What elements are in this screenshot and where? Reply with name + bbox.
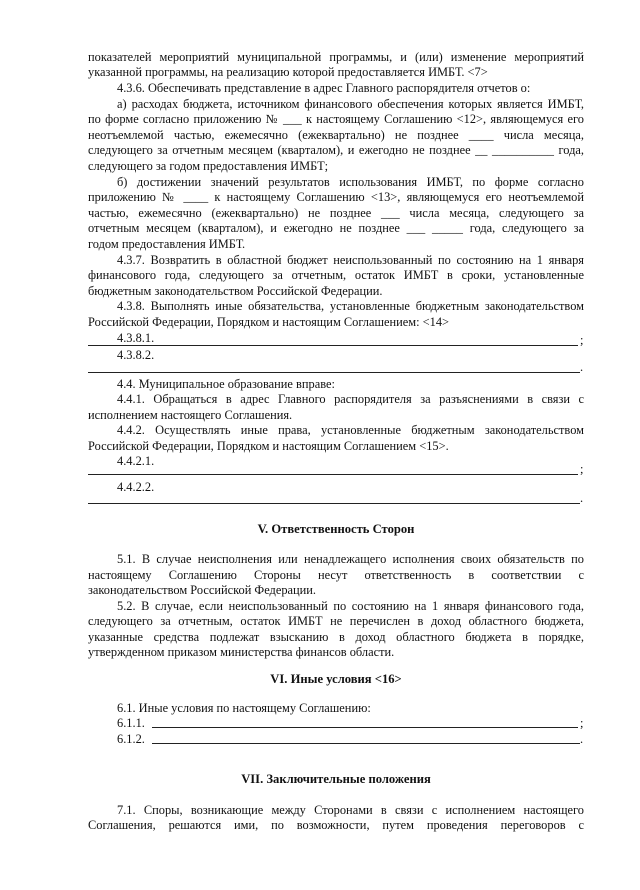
text-line: указанной программы, на реализацию которой предоставляется ИМБТ. <7> xyxy=(88,65,488,79)
blank-line xyxy=(88,372,580,373)
blank-line xyxy=(152,743,580,744)
clause-4-4-2-1: 4.4.2.1. xyxy=(117,454,155,468)
clause-6-1: 6.1. Иные условия по настоящему Соглашению: xyxy=(117,701,371,715)
clause-4-3-8: 4.3.8. Выполнять иные обязательства, установленные бюджетным законодательством xyxy=(117,299,584,313)
clause-4-3-7: 4.3.7. Возвратить в областной бюджет неиспользованный по состоянию на 1 января xyxy=(117,253,584,267)
clause-4-4: 4.4. Муниципальное образование вправе: xyxy=(117,377,335,391)
section-heading-vii: VII. Заключительные положения xyxy=(241,772,431,786)
blank-line xyxy=(152,727,578,728)
line-end-semicolon: ; xyxy=(580,716,584,730)
blank-line xyxy=(88,503,580,504)
text-line: а) расходах бюджета, источником финансового обеспечения которых является ИМБТ, xyxy=(117,97,584,111)
blank-line xyxy=(88,345,578,346)
line-end-period: . xyxy=(580,360,584,374)
clause-4-3-8-1: 4.3.8.1. xyxy=(117,331,155,345)
blank-line xyxy=(88,474,578,475)
text-line: б) достижении значений результатов использования ИМБТ, по форме согласно xyxy=(117,175,584,189)
line-end-period: . xyxy=(580,732,584,746)
text-line: финансового года, следующего за отчетным, остаток ИМБТ в сроки, установленные xyxy=(88,268,584,282)
clause-4-3-8-2: 4.3.8.2. xyxy=(117,348,155,362)
clause-5-2: 5.2. В случае, если неиспользованный по состоянию на 1 января финансового года, xyxy=(117,599,584,613)
text-line: частью, ежемесячно (ежеквартально) не позднее ___ числа месяца, следующего за xyxy=(88,206,584,220)
text-line: годом предоставления ИМБТ. xyxy=(88,237,246,251)
text-line: указанные средства подлежат взысканию в доход областного бюджета в порядке, xyxy=(88,630,584,644)
text-line: неотъемлемой частью, ежемесячно (ежеквартально) не позднее ____ числа месяца, xyxy=(88,128,584,142)
line-end-period: . xyxy=(580,491,584,505)
section-heading-vi: VI. Иные условия <16> xyxy=(270,672,402,686)
text-line: показателей мероприятий муниципальной программы, и (или) изменение мероприятий xyxy=(88,50,584,64)
text-line: следующего за отчетным, остаток ИМБТ не перечислен в доход областного бюджета, xyxy=(88,614,584,628)
clause-4-4-1: 4.4.1. Обращаться в адрес Главного распорядителя за разъяснениями в связи с xyxy=(117,392,584,406)
text-line: Российской Федерации, Порядком и настоящим Соглашением: <14> xyxy=(88,315,450,329)
text-line: отчетным месяцем (кварталом), и ежегодно не позднее ___ _____ года, следующего за xyxy=(88,221,584,235)
clause-6-1-1: 6.1.1. xyxy=(117,716,145,730)
text-line: следующего за годом предоставления ИМБТ; xyxy=(88,159,329,173)
text-line: следующего за отчетным месяцем (кварталом), и ежегодно не позднее __ __________ года, xyxy=(88,143,584,157)
text-line: законодательством Российской Федерации. xyxy=(88,583,317,597)
section-heading-v: V. Ответственность Сторон xyxy=(257,522,415,536)
text-line: по форме согласно приложению № ___ к настоящему Соглашению <12>, являющемуся его xyxy=(88,112,584,126)
line-end-semicolon: ; xyxy=(580,333,584,347)
text-line: Российской Федерации, Порядком и настоящим Соглашением <15>. xyxy=(88,439,449,453)
text-line: бюджетным законодательством Российской Федерации. xyxy=(88,284,383,298)
text-line: настоящему Соглашению Стороны несут ответственность в соответствии с xyxy=(88,568,584,582)
clause-4-4-2-2: 4.4.2.2. xyxy=(117,480,155,494)
text-line: приложению № ____ к настоящему Соглашению <13>, являющемуся его неотъемлемой xyxy=(88,190,584,204)
text-line: исполнением настоящего Соглашения. xyxy=(88,408,293,422)
text-line: утвержденном приказом министерства финансов области. xyxy=(88,645,395,659)
clause-6-1-2: 6.1.2. xyxy=(117,732,145,746)
clause-5-1: 5.1. В случае неисполнения или ненадлежащего исполнения своих обязательств по xyxy=(117,552,584,566)
clause-7-1: 7.1. Споры, возникающие между Сторонами в связи с исполнением настоящего xyxy=(117,803,584,817)
clause-4-3-6: 4.3.6. Обеспечивать представление в адрес Главного распорядителя отчетов о: xyxy=(117,81,531,95)
clause-4-4-2: 4.4.2. Осуществлять иные права, установленные бюджетным законодательством xyxy=(117,423,584,437)
text-line: Соглашения, решаются ими, по возможности, путем проведения переговоров с xyxy=(88,818,584,832)
line-end-semicolon: ; xyxy=(580,462,584,476)
